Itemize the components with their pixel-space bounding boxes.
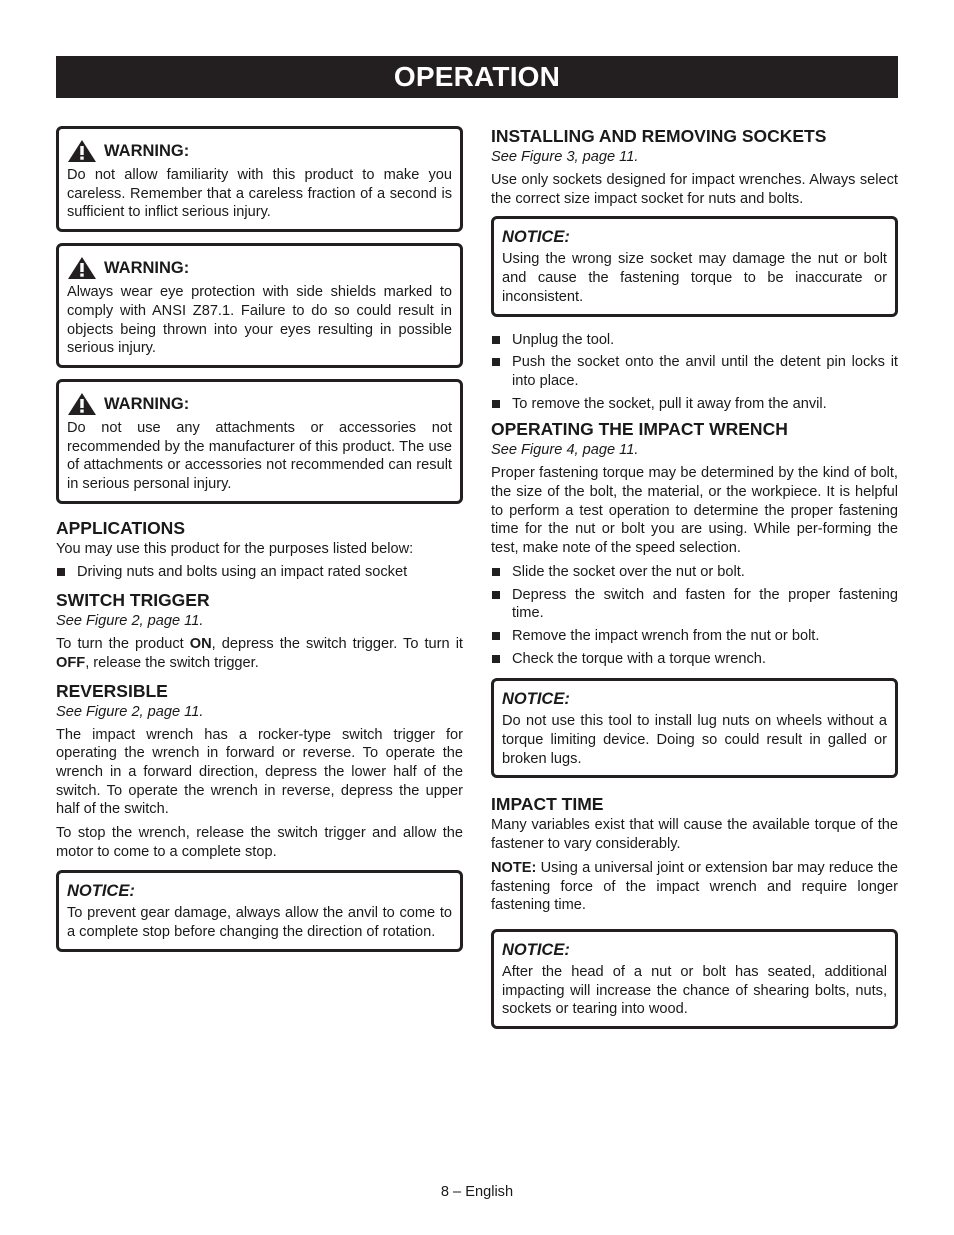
on-label: ON (189, 636, 212, 653)
list-item (491, 395, 898, 414)
list-item-text: Driving nuts and bolts using an impact rated socket (77, 564, 408, 581)
figure-reference: See Figure 4, page 11. (491, 442, 639, 459)
notice-title: NOTICE: (502, 690, 570, 709)
impact-time-text: Many variables exist that will cause the available torque of the fastener to vary considerably. (491, 817, 898, 853)
right-column (491, 126, 898, 1040)
list-item (56, 563, 463, 582)
notice-box-gear-damage (56, 870, 463, 951)
sockets-steps-list (491, 331, 898, 414)
bullet-square (492, 655, 500, 663)
warning-title: WARNING: (104, 259, 190, 278)
applications-heading: APPLICATIONS (56, 517, 185, 538)
page-footer: 8 – English (440, 1184, 514, 1200)
applications-list (56, 563, 463, 582)
warning-title: WARNING: (104, 394, 190, 413)
notice-title: NOTICE: (502, 228, 570, 247)
figure-reference: See Figure 2, page 11. (56, 613, 204, 630)
list-item-text: Check the torque with a torque wrench. (512, 650, 766, 667)
warning-heading (67, 139, 452, 163)
text-span: , release the switch trigger. (85, 654, 259, 671)
list-item-text: Depress the switch and fasten for the proper fastening time. (512, 586, 898, 622)
list-item (491, 563, 898, 582)
figure-reference: See Figure 3, page 11. (491, 149, 639, 165)
off-label: OFF (56, 654, 86, 671)
figure-reference: See Figure 2, page 11. (56, 703, 204, 720)
warning-triangle-icon (67, 392, 97, 416)
warning-triangle-icon (67, 256, 97, 280)
reversible-stop-text: To stop the wrench, release the switch trigger and allow the motor to come to a complete stop. (56, 825, 463, 860)
sockets-text: Use only sockets designed for impact wrenches. Always select the correct size impact socket for nuts and bolts. (491, 172, 898, 207)
warning-text: Always wear eye protection with side shields marked to comply with ANSI Z87.1. Failure to do so could result in objects being thrown into your eyes resulting in possible serious injury. (67, 284, 452, 357)
bullet-square (492, 358, 500, 366)
bullet-square (492, 568, 500, 576)
warning-box-attachments (56, 379, 463, 504)
reversible-text: The impact wrench has a rocker-type switch trigger for operating the wrench in forward or reverse. To operate the wrench in a forward direction, depress the lower half of the switch. To operate the wrench in reverse, depress the upper half of the switch. (56, 726, 463, 818)
list-item-text: To remove the socket, pull it away from the anvil. (512, 395, 827, 412)
warning-title: WARNING: (104, 142, 190, 160)
list-item-text: Unplug the tool. (512, 331, 615, 348)
note-label: NOTE: (491, 859, 537, 876)
warning-heading (67, 256, 452, 280)
bullet-square (57, 568, 65, 576)
list-item (491, 353, 898, 390)
list-item (491, 331, 898, 350)
bullet-square (492, 400, 500, 408)
bullet-square (492, 632, 500, 640)
warning-heading (67, 392, 452, 416)
notice-title: NOTICE: (67, 882, 135, 901)
notice-text: Do not use this tool to install lug nuts on wheels without a torque limiting device. Doing so could result in galled or broken lugs. (502, 713, 887, 767)
list-item-text: Push the socket onto the anvil until the detent pin locks it into place. (512, 354, 898, 389)
operating-steps-list (491, 563, 898, 669)
warning-text: Do not allow familiarity with this product to make you careless. Remember that a careless fraction of a second is sufficient to inflict serious injury. (67, 167, 452, 221)
applications-text: You may use this product for the purposes listed below: (56, 540, 414, 557)
operating-heading: OPERATING THE IMPACT WRENCH (491, 419, 788, 440)
reversible-heading: REVERSIBLE (56, 680, 168, 701)
note-text: Using a universal joint or extension bar may reduce the fastening force of the impact wrench and require longer fastening time. (491, 859, 898, 914)
list-item (491, 586, 898, 623)
warning-box-eye-protection (56, 243, 463, 368)
text-span: To turn the product (56, 636, 190, 653)
bullet-square (492, 336, 500, 344)
left-column (56, 126, 463, 963)
notice-text: After the head of a nut or bolt has seated, additional impacting will increase the chance of shearing bolts, nuts, sockets or tearing into wood. (502, 963, 887, 1018)
switch-trigger-heading: SWITCH TRIGGER (56, 590, 210, 611)
page-title: OPERATION (56, 56, 898, 98)
warning-box-familiarity (56, 126, 463, 232)
warning-text: Do not use any attachments or accessories not recommended by the manufacturer of this product. The use of attachments or accessories not recommended can result in serious personal injury. (67, 419, 452, 493)
notice-text: To prevent gear damage, always allow the anvil to come to a complete stop before changing the direction of rotation. (67, 905, 452, 941)
list-item (491, 650, 898, 669)
notice-title: NOTICE: (502, 940, 570, 959)
list-item-text: Slide the socket over the nut or bolt. (512, 563, 745, 580)
switch-trigger-text (56, 635, 463, 672)
impact-time-note (491, 859, 898, 915)
text-span: , depress the switch trigger. To turn it (211, 636, 463, 653)
operating-text: Proper fastening torque may be determined by the kind of bolt, the size of the bolt, the material, or the workpiece. It is helpful to perform a test operation to determine the proper fastening time for the nut or bolt you are using. While per-forming the test, make note of the speed selection. (491, 465, 898, 557)
notice-box-socket-size (491, 216, 898, 316)
sockets-heading: INSTALLING AND REMOVING SOCKETS (491, 126, 827, 146)
impact-time-heading: IMPACT TIME (491, 794, 604, 815)
warning-triangle-icon (67, 139, 97, 163)
notice-text: Using the wrong size socket may damage the nut or bolt and cause the fastening torque to be inaccurate or inconsistent. (502, 251, 887, 305)
notice-box-shearing (491, 929, 898, 1029)
bullet-square (492, 591, 500, 599)
list-item-text: Remove the impact wrench from the nut or bolt. (512, 627, 820, 644)
notice-box-lug-nuts (491, 678, 898, 778)
list-item (491, 627, 898, 646)
